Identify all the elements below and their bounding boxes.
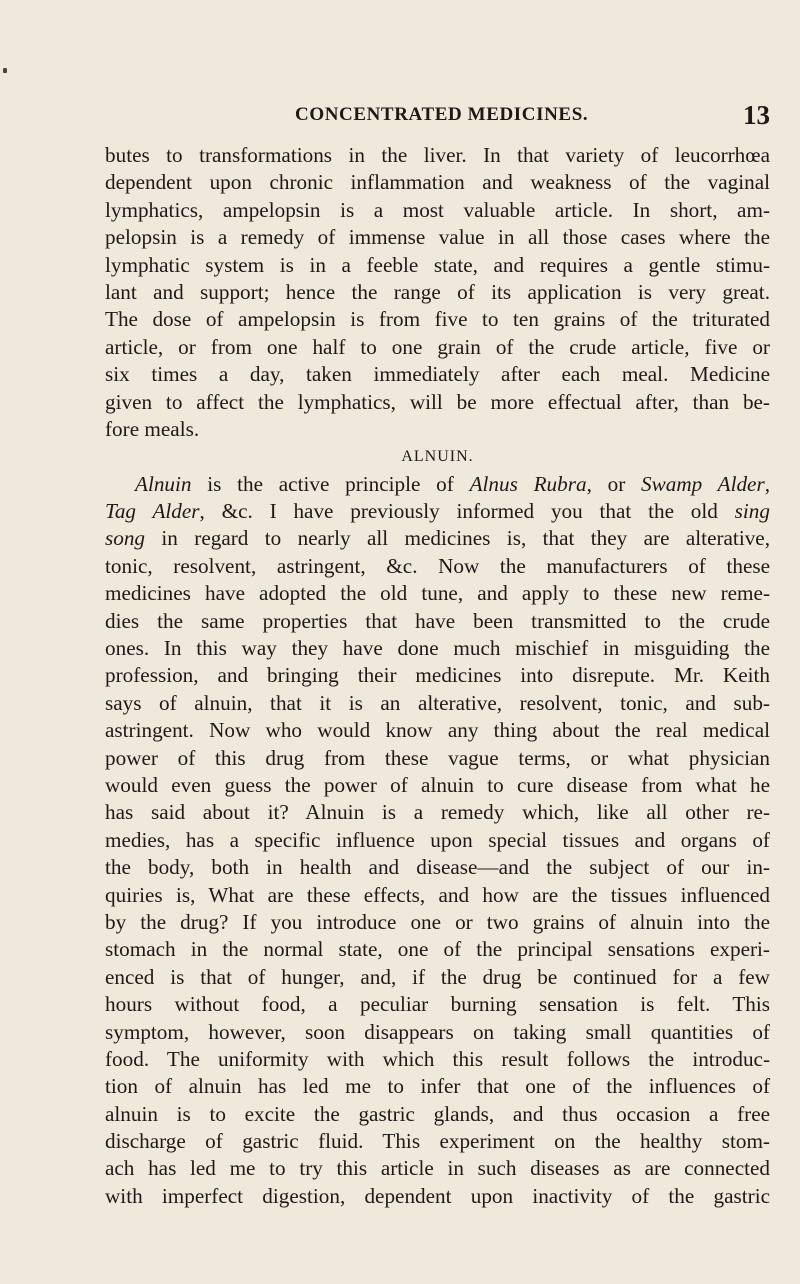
- text-line: enced is that of hunger, and, if the drug be continued for a few: [105, 964, 770, 989]
- text-line: lymphatics, ampelopsin is a most valuable article. In short, am-: [105, 197, 770, 222]
- term-alnuin: Alnuin: [135, 471, 192, 496]
- text-run: is the active principle of: [191, 471, 470, 496]
- text-line: by the drug? If you introduce one or two grains of alnuin into the: [105, 909, 770, 934]
- text-line: [105, 525, 770, 552]
- text-line: [105, 498, 770, 525]
- term-song: song: [105, 526, 146, 551]
- text-run: in regard to nearly all medicines is, that they are alterative,: [145, 526, 770, 551]
- text-line: tonic, resolvent, astringent, &c. Now the manufacturers of these: [105, 553, 770, 578]
- term-alnus-rubra: Alnus Rubra: [469, 471, 587, 496]
- text-line: alnuin is to excite the gastric glands, and thus occasion a free: [105, 1101, 770, 1126]
- text-line: profession, and bringing their medicines into disrepute. Mr. Keith: [105, 663, 770, 688]
- term-swamp-alder: Swamp Alder: [641, 471, 765, 496]
- text-line: tion of alnuin has led me to infer that one of the influences of: [105, 1074, 770, 1099]
- text-line: pelopsin is a remedy of immense value in all those cases where the: [105, 225, 770, 250]
- text-line: fore meals.: [105, 416, 200, 441]
- text-line: [105, 471, 770, 498]
- text-line: would even guess the power of alnuin to cure disease from what he: [105, 772, 770, 797]
- text-run: ,: [764, 471, 771, 496]
- text-line: medies, has a specific influence upon special tissues and organs of: [105, 827, 770, 852]
- text-line: lymphatic system is in a feeble state, and requires a gentle stimu-: [105, 252, 770, 277]
- text-line: six times a day, taken immediately after each meal. Medicine: [105, 362, 770, 387]
- text-line: symptom, however, soon disappears on taking small quantities of: [105, 1019, 770, 1044]
- page-header: [140, 100, 770, 134]
- print-speck: [3, 68, 7, 73]
- text-line: hours without food, a peculiar burning sensation is felt. This: [105, 992, 770, 1017]
- text-line: given to affect the lymphatics, will be more effectual after, than be-: [105, 389, 770, 414]
- text-line: butes to transformations in the liver. In that variety of leucorrhœa: [105, 143, 770, 167]
- paragraph-ampelopsin: [105, 142, 770, 443]
- text-line: ach has led me to try this article in such diseases as are connected: [105, 1156, 770, 1181]
- section-heading: ALNUIN.: [401, 448, 474, 466]
- running-head: CONCENTRATED MEDICINES.: [295, 104, 589, 125]
- text-line: quiries is, What are these effects, and how are the tissues influenced: [105, 882, 770, 907]
- text-line: medicines have adopted the old tune, and apply to these new reme-: [105, 581, 770, 606]
- body-text: [105, 142, 770, 1210]
- text-line: has said about it? Alnuin is a remedy which, like all other re-: [105, 800, 770, 825]
- term-sing: sing: [734, 499, 770, 524]
- text-line: food. The uniformity with which this result follows the introduc-: [105, 1046, 770, 1071]
- paragraph-alnuin: [105, 471, 770, 1211]
- text-line: ones. In this way they have done much mischief in misguiding the: [105, 636, 770, 661]
- text-line: the body, both in health and disease—and the subject of our in-: [105, 855, 770, 880]
- text-line: The dose of ampelopsin is from five to ten grains of the triturated: [105, 307, 770, 332]
- text-line: lant and support; hence the range of its application is very great.: [105, 279, 770, 304]
- text-line: discharge of gastric fluid. This experiment on the healthy stom-: [105, 1129, 770, 1154]
- text-line: dependent upon chronic inflammation and weakness of the vaginal: [105, 170, 770, 195]
- text-line: says of alnuin, that it is an alterative, resolvent, tonic, and sub-: [105, 690, 770, 715]
- text-line: power of this drug from these vague terms, or what physician: [105, 745, 770, 770]
- text-line: stomach in the normal state, one of the principal sensations experi-: [105, 937, 770, 962]
- text-line: article, or from one half to one grain of the crude article, five or: [105, 334, 770, 359]
- text-run: , &c. I have previously informed you that the old: [199, 499, 735, 524]
- text-line: astringent. Now who would know any thing about the real medical: [105, 718, 770, 743]
- text-run: , or: [586, 471, 642, 496]
- text-line: dies the same properties that have been transmitted to the crude: [105, 608, 770, 633]
- term-tag-alder: Tag Alder: [105, 499, 200, 524]
- text-line: with imperfect digestion, dependent upon inactivity of the gastric: [105, 1183, 770, 1208]
- page-number: 13: [743, 100, 770, 130]
